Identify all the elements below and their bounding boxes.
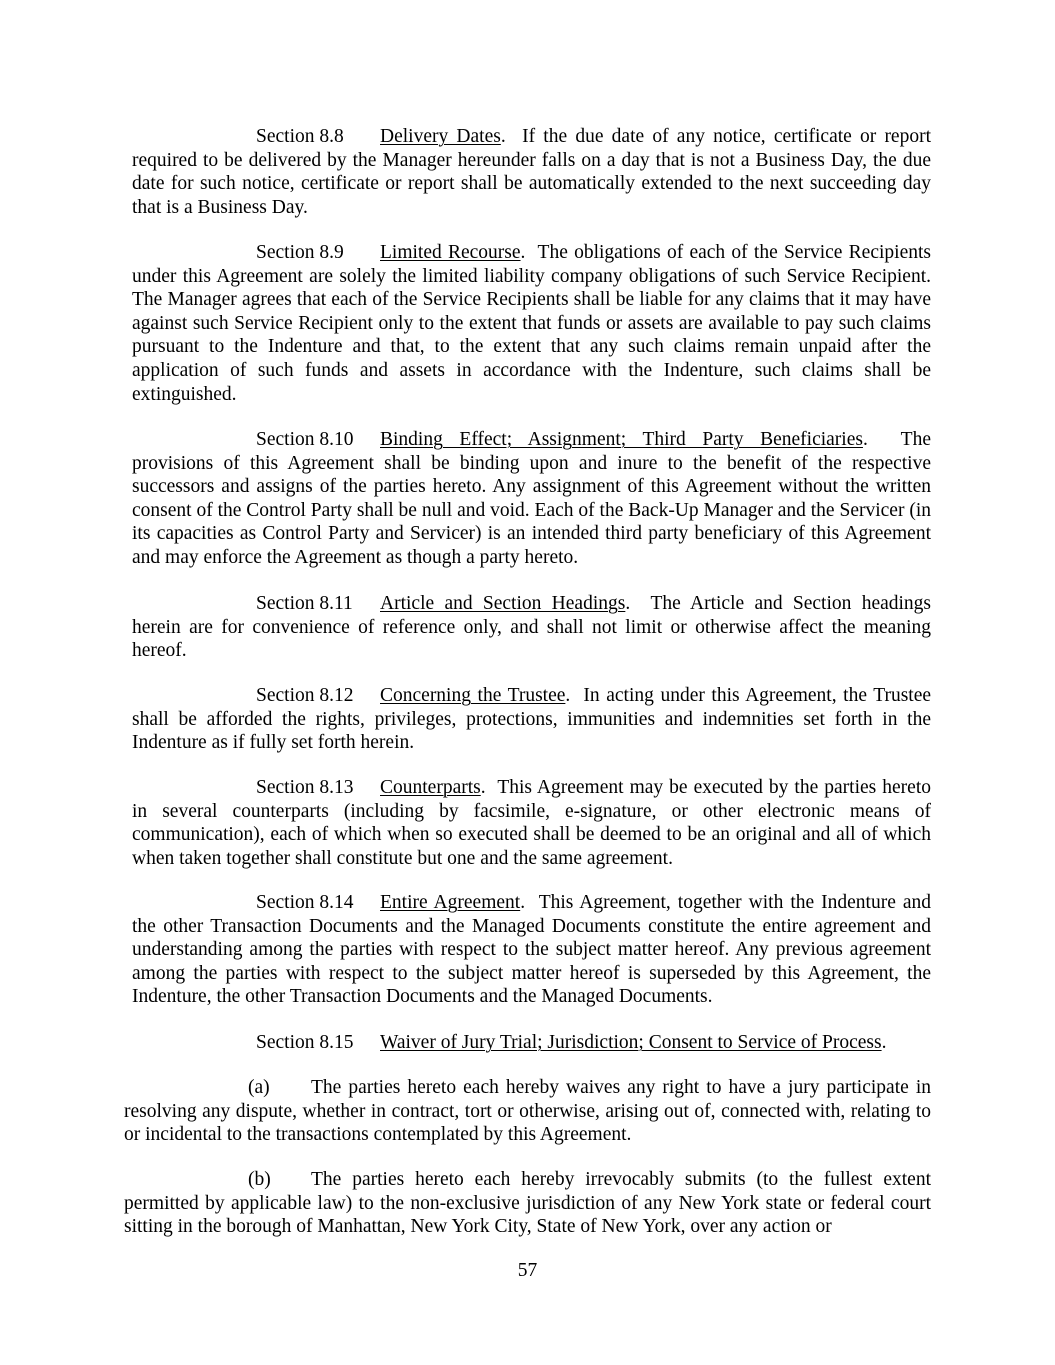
subsection-label: (a) (248, 1077, 270, 1098)
section-8-11-paragraph (132, 592, 931, 663)
section-heading: Concerning the Trustee (380, 685, 566, 706)
section-number: Section 8.11 (256, 593, 353, 614)
section-body: The obligations of each of the Service Recipients under this Agreement are solely the limited liability company obligations of such Service Recipient. The Manager agrees that each of the Service Recipients shall be liable for any claims that it may have against such Service Recipient only to the extent that funds or assets are available to pay such claims pursuant to the Indenture and that, to the extent that any such claims remain unpaid after the application of such funds and assets in accordance with the Indenture, such claims shall be extinguished. (132, 242, 931, 405)
section-8-12-paragraph (132, 684, 931, 755)
section-8-9-paragraph (132, 241, 931, 406)
section-number: Section 8.12 (256, 685, 354, 706)
heading-punct: . (500, 126, 506, 147)
heading-punct: . (881, 1032, 887, 1053)
heading-punct: . (625, 593, 631, 614)
subsection-label: (b) (248, 1169, 271, 1190)
section-number: Section 8.14 (256, 892, 354, 913)
section-number: Section 8.10 (256, 429, 354, 450)
subsection-a-paragraph (124, 1076, 931, 1147)
section-number: Section 8.9 (256, 242, 344, 263)
section-8-15-paragraph (132, 1031, 931, 1055)
section-body: The provisions of this Agreement shall be binding upon and inure to the benefit of the respective successors and assigns of the parties hereto. Any assignment of this Agreement without the written consent of the Control Party shall be null and void. Each of the Back-Up Manager and the Servicer (in its capacities as Control Party and Servicer) is an intended third party beneficiary of this Agreement and may enforce the Agreement as though a party hereto. (132, 429, 931, 568)
section-body: This Agreement may be executed by the parties hereto in several counterparts (including by facsimile, e-signature, or other electronic means of communication), each of which when so executed shall be deemed to be an original and all of which when taken together shall constitute but one and the same agreement. (132, 777, 931, 869)
heading-punct: . (565, 685, 571, 706)
section-body: The Article and Section headings herein are for convenience of reference only, and shall not limit or otherwise affect the meaning hereof. (132, 593, 932, 662)
section-number: Section 8.15 (256, 1032, 354, 1053)
heading-punct: . (520, 892, 526, 913)
section-8-13-paragraph (132, 776, 931, 870)
section-number: Section 8.8 (256, 126, 344, 147)
section-8-14-paragraph (132, 891, 931, 1009)
page-number: 57 (517, 1260, 538, 1281)
section-body: If the due date of any notice, certificate or report required to be delivered by the Manager hereunder falls on a day that is not a Business Day, the due date for such notice, certificate or report shall be automatically extended to the next succeeding day that is a Business Day. (132, 126, 932, 218)
heading-punct: . (862, 429, 868, 450)
section-heading: Entire Agreement (380, 892, 521, 913)
section-number: Section 8.13 (256, 777, 354, 798)
section-heading: Counterparts (380, 777, 481, 798)
section-body: This Agreement, together with the Indenture and the other Transaction Documents and the Managed Documents constitute the entire agreement and understanding among the parties with respect to the subject matter hereof. Any previous agreement among the parties with respect to the subject matter hereof is superseded by this Agreement, the Indenture, the other Transaction Documents and the Managed Documents. (132, 892, 931, 1008)
heading-punct: . (520, 242, 526, 263)
section-heading: Limited Recourse (380, 242, 521, 263)
section-8-10-paragraph (132, 428, 931, 570)
section-body: In acting under this Agreement, the Trustee shall be afforded the rights, privileges, protections, immunities and indemnities set forth in the Indenture as if fully set forth herein. (132, 685, 932, 754)
heading-punct: . (480, 777, 486, 798)
subsection-b-paragraph (124, 1168, 931, 1239)
section-heading: Delivery Dates (380, 126, 501, 147)
section-heading: Article and Section Headings (380, 593, 626, 614)
section-8-8-paragraph (132, 125, 931, 219)
section-heading: Waiver of Jury Trial; Jurisdiction; Consent to Service of Process (380, 1032, 882, 1053)
section-heading: Binding Effect; Assignment; Third Party Beneficiaries (380, 429, 863, 450)
subsection-body: The parties hereto each hereby waives any right to have a jury participate in resolving any dispute, whether in contract, tort or otherwise, arising out of, connected with, relating to or incidental to the transactions contemplated by this Agreement. (124, 1077, 931, 1146)
subsection-body: The parties hereto each hereby irrevocably submits (to the fullest extent permitted by applicable law) to the non-exclusive jurisdiction of any New York state or federal court sitting in the borough of Manhattan, New York City, State of New York, over any action or (124, 1169, 931, 1238)
